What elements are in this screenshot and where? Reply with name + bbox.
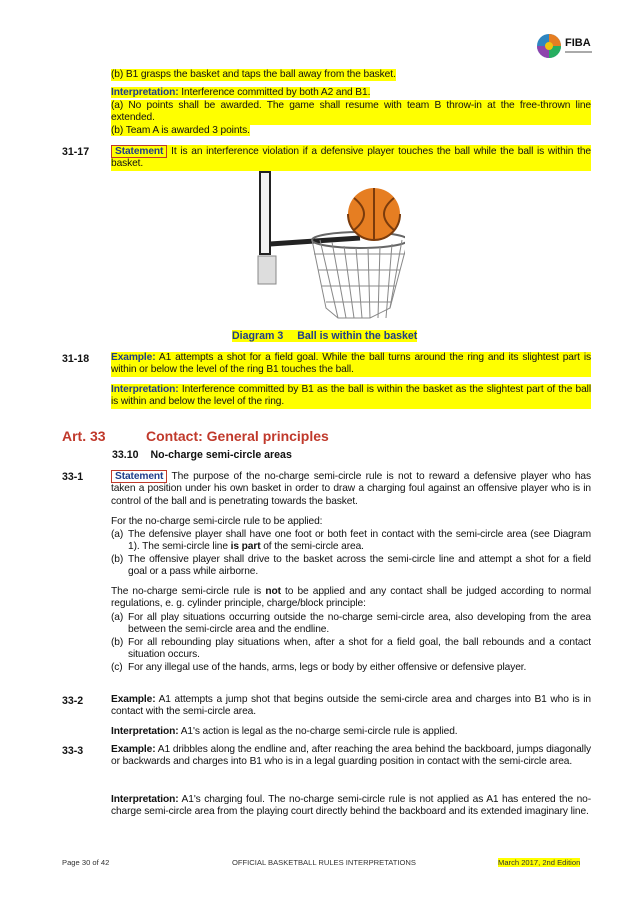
article-number-33-1: 33-1 (62, 471, 84, 483)
footer-page-number: Page 30 of 42 (62, 858, 110, 867)
footer-edition: March 2017, 2nd Edition (498, 858, 581, 867)
exception-b: For all rebounding play situations when, after a shot for a field goal, the ball rebounds and a contact situation occurs. (128, 637, 591, 661)
article-number-31-17: 31-17 (62, 146, 90, 158)
statement-label: Statement (111, 145, 167, 158)
mark-a1: (a) (111, 529, 124, 540)
mark-a2: (a) (111, 612, 124, 623)
section-heading: 33.10 No-charge semi-circle areas (112, 449, 292, 461)
interpretation-1-b: (b) Team A is awarded 3 points. (111, 125, 250, 136)
diagram-ball-in-basket (250, 168, 405, 328)
mark-c: (c) (111, 662, 123, 673)
fiba-logo (534, 26, 598, 66)
article-number-31-18: 31-18 (62, 353, 90, 365)
rule-item-a: The defensive player shall have one foot or both feet in contact with the semi-circle area (see Diagram 1). The semi-circle line is part of the semi-circle area. (128, 529, 591, 553)
interpretation-33-3: Interpretation: A1's charging foul. The no-charge semi-circle rule is not applied as A1 has entered the no-charge semi-circle area from the playing court directly behind the backboard and its extended imaginary line. (111, 794, 591, 818)
footer-title: OFFICIAL BASKETBALL RULES INTERPRETATIONS (232, 858, 416, 867)
example-33-3: Example: A1 dribbles along the endline and, after reaching the area behind the backboard, jumps diagonally or backwards and charges into B1 who is in a legal guarding position in contact with the semi-circle area. (111, 744, 591, 768)
statement-31-17: Statement It is an interference violation if a defensive player touches the ball while the ball is within the basket. (111, 146, 591, 170)
interpretation-1-a: (a) No points shall be awarded. The game shall resume with team B throw-in at the free-thrown line extended. (111, 100, 591, 124)
article-number-33-2: 33-2 (62, 695, 84, 707)
rule-not-applied: The no-charge semi-circle rule is not to be applied and any contact shall be judged according to normal regulations, e. g. cylinder principle, charge/block principle: (111, 586, 591, 610)
diagram-caption: Diagram 3 Ball is within the basket (232, 330, 418, 342)
exception-a: For all play situations occurring outside the no-charge semi-circle area, also developing from the area between the semi-circle area and the endline. (128, 612, 591, 636)
interpretation-33-2: Interpretation: A1's action is legal as the no-charge semi-circle rule is applied. (111, 726, 458, 737)
example-33-2: Example: A1 attempts a jump shot that begins outside the semi-circle area and charges into B1 who is in contact with the semi-circle area. (111, 694, 591, 718)
mark-b2: (b) (111, 637, 124, 648)
svg-text:FIBA: FIBA (565, 37, 591, 49)
example-31-18: Example: A1 attempts a shot for a field goal. While the ball turns around the ring and its slightest part is within or below the level of the ring B1 touches the ball. (111, 352, 591, 376)
rule-item-b: The offensive player shall drive to the basket across the semi-circle line and attempt a shot for a field goal or a pass while airborne. (128, 554, 591, 578)
exception-c: For any illegal use of the hands, arms, legs or body by either offensive or defensive player. (128, 662, 527, 673)
article-heading: Art. 33 Contact: General principles (62, 428, 329, 444)
item-b-top: (b) B1 grasps the basket and taps the ball away from the basket. (111, 69, 396, 80)
article-number-33-3: 33-3 (62, 745, 84, 757)
interpretation-1: Interpretation: Interference committed by both A2 and B1. (111, 87, 371, 98)
interpretation-31-18: Interpretation: Interference committed by B1 as the ball is within the basket as the slightest part of the ball is within and below the level of the ring. (111, 384, 591, 408)
statement-label: Statement (111, 470, 167, 483)
statement-33-1: Statement The purpose of the no-charge semi-circle rule is not to reward a defensive player who has taken a position under his own basket in order to draw a charging foul against an offensive player who is in control of the ball and is penetrating towards the basket. (111, 471, 591, 507)
mark-b1: (b) (111, 554, 124, 565)
rule-intro: For the no-charge semi-circle rule to be applied: (111, 516, 323, 527)
